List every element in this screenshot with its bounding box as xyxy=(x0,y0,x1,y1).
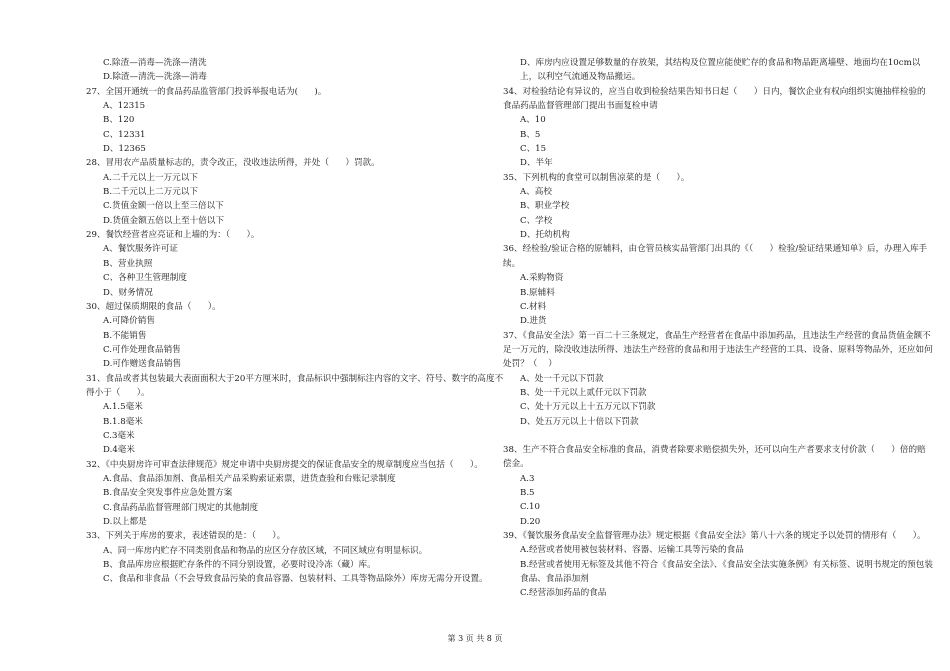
question-stem: 31、食品或者其包装最大表面面积大于20平方厘米时，食品标识中强制标注内容的文字、符号、数字的高度不得小于（ ）。 xyxy=(86,373,504,398)
option: C.除渣—消毒—洗涤—清洗 xyxy=(103,58,207,68)
question-stem: 27、全国开通统一的食品药品监管部门投诉举报电话为( )。 xyxy=(86,86,327,97)
page-number: 第 3 页 共 8 页 xyxy=(447,634,503,643)
question-31 xyxy=(86,372,506,458)
option: C、处十万元以上十五万元以下罚款 xyxy=(520,402,656,413)
option: B、120 xyxy=(103,115,135,126)
option: D.进货 xyxy=(520,316,547,327)
left-column xyxy=(86,56,506,587)
option: B.经营或者使用无标签及其他不符合《食品安全法》、《食品安全法实施条例》有关标签、说明书规定的预包装食品、食品添加剂 xyxy=(520,559,933,585)
question-stem: 34、对检验结论有异议的，应当自收到检验结果告知书日起（ ）日内，餐饮企业有权向组织实施抽样检验的食品药品监督管理部门提出书面复检申请 xyxy=(503,86,926,112)
option: A.二千元以上一万元以下 xyxy=(103,172,198,183)
question-33 xyxy=(86,529,506,586)
question-37 xyxy=(503,329,933,429)
option: D.20 xyxy=(520,516,541,527)
question-stem: 32、《中央厨房许可审查法律规范》规定申请中央厨房提交的保证食品安全的规章制度应当包括（ ）。 xyxy=(86,459,483,470)
question-stem: 38、生产不符合食品安全标准的食品，消费者除要求赔偿损失外，还可以向生产者要求支付价款（ ）倍的赔偿金。 xyxy=(503,444,926,470)
option: C.货值金额一倍以上至三倍以下 xyxy=(103,201,224,212)
option: B、食品库房应根据贮存条件的不同分别设置，必要时设冷冻（藏）库。 xyxy=(103,560,376,571)
option: C、12331 xyxy=(103,129,146,140)
option: B.5 xyxy=(520,487,535,498)
question-38 xyxy=(503,443,933,529)
option: A、高校 xyxy=(520,187,552,198)
option: D.可作赠送食品销售 xyxy=(103,359,182,370)
option: B.原辅料 xyxy=(520,287,555,298)
question-30 xyxy=(86,300,506,372)
question-27 xyxy=(86,85,506,157)
option: C.材料 xyxy=(520,301,547,312)
option: D、库房内应设置足够数量的存放架，其结构及位置应能使贮存的食品和物品距离墙壁、地面均在10cm以上，以利空气流通及物品搬运。 xyxy=(520,58,921,83)
option: A.1.5毫米 xyxy=(103,402,143,413)
option: B、职业学校 xyxy=(520,201,570,212)
option: D、12365 xyxy=(103,144,146,155)
option: B、营业执照 xyxy=(103,258,153,269)
question-29 xyxy=(86,228,506,300)
option: D、半年 xyxy=(520,158,553,169)
question-stem: 28、冒用农产品质量标志的，责令改正，没收违法所得，并处（ ）罚款。 xyxy=(86,158,380,169)
option: A、同一库房内贮存不同类别食品和物品的应区分存放区域，不同区域应有明显标识。 xyxy=(103,545,428,556)
option: A、餐饮服务许可证 xyxy=(103,244,178,255)
question-stem: 39、《餐饮服务食品安全监督管理办法》规定根据《食品安全法》第八十六条的规定予以处罚的情形有（ ）。 xyxy=(503,531,926,541)
option: A.3 xyxy=(520,473,535,484)
option: A.经营或者使用被包装材料、容器、运输工具等污染的食品 xyxy=(520,545,744,556)
option: A.食品、食品添加剂、食品相关产品采购索证索票，进货查验和台账记录制度 xyxy=(103,473,396,484)
option: D、处五万元以上十倍以下罚款 xyxy=(520,416,639,427)
question-34 xyxy=(503,85,933,171)
option: C.食品药品监督管理部门规定的其他制度 xyxy=(103,502,259,513)
question-stem: 37、《食品安全法》第一百二十三条规定，食品生产经营者在食品中添加药品，且违法生产经营的食品货值金额不足一万元的，除没收违法所得、违法生产经营的食品和用于违法生产经营的工具、设备、原料等物品外，还应如何处罚？（ ） xyxy=(503,330,933,370)
option: D、财务情况 xyxy=(103,287,153,298)
option: C、15 xyxy=(520,144,547,155)
option: D.除渣—清洗—洗涤—消毒 xyxy=(103,72,207,83)
question-32 xyxy=(86,458,506,530)
option: C.可作处理食品销售 xyxy=(103,344,181,355)
question-35 xyxy=(503,171,933,243)
option: A、10 xyxy=(520,115,546,126)
option: A.采购物资 xyxy=(520,273,564,284)
option: D.货值金额五倍以上至十倍以下 xyxy=(103,215,225,226)
option: D.以上都是 xyxy=(103,517,147,527)
option: A、12315 xyxy=(103,101,146,112)
option: A、处一千元以下罚款 xyxy=(520,373,604,384)
option: C.3毫米 xyxy=(103,430,135,441)
question-stem: 30、超过保质期限的食品（ ）。 xyxy=(86,301,221,312)
question-stem: 35、下列机构的食堂可以制售凉菜的是（ ）。 xyxy=(503,172,690,183)
question-stem: 36、经检验/验证合格的原辅料，由仓管员核实品管部门出具的《（ ）检验/验证结果通知单》后，办理入库手续。 xyxy=(503,244,928,269)
question-stem: 29、餐饮经营者应亮证和上墙的为：（ ）。 xyxy=(86,230,260,241)
question-36 xyxy=(503,242,933,328)
option: B.食品安全突发事件应急处置方案 xyxy=(103,488,233,499)
option: C、学校 xyxy=(520,215,553,226)
option: C、食品和非食品（不会导致食品污染的食品容器、包装材料、工具等物品除外）库房无需分开设置。 xyxy=(103,574,488,585)
option: C.10 xyxy=(520,502,540,513)
option: B、5 xyxy=(520,129,541,140)
option: B、处一千元以上贰仟元以下罚款 xyxy=(520,387,647,398)
right-column xyxy=(503,56,933,601)
question-28 xyxy=(86,156,506,228)
question-stem: 33、下列关于库房的要求，表述错误的是：（ ）。 xyxy=(86,531,286,542)
question-39 xyxy=(503,529,933,601)
option: D、托幼机构 xyxy=(520,230,570,241)
option: C、各种卫生管理制度 xyxy=(103,273,187,284)
option: B.不能销售 xyxy=(103,330,147,341)
option: B.二千元以上二万元以下 xyxy=(103,187,198,198)
option: C.经营添加药品的食品 xyxy=(520,588,607,599)
spacer xyxy=(503,429,933,443)
option: B.1.8毫米 xyxy=(103,416,143,427)
option: D.4毫米 xyxy=(103,445,135,456)
option: A.可降价销售 xyxy=(103,316,155,327)
